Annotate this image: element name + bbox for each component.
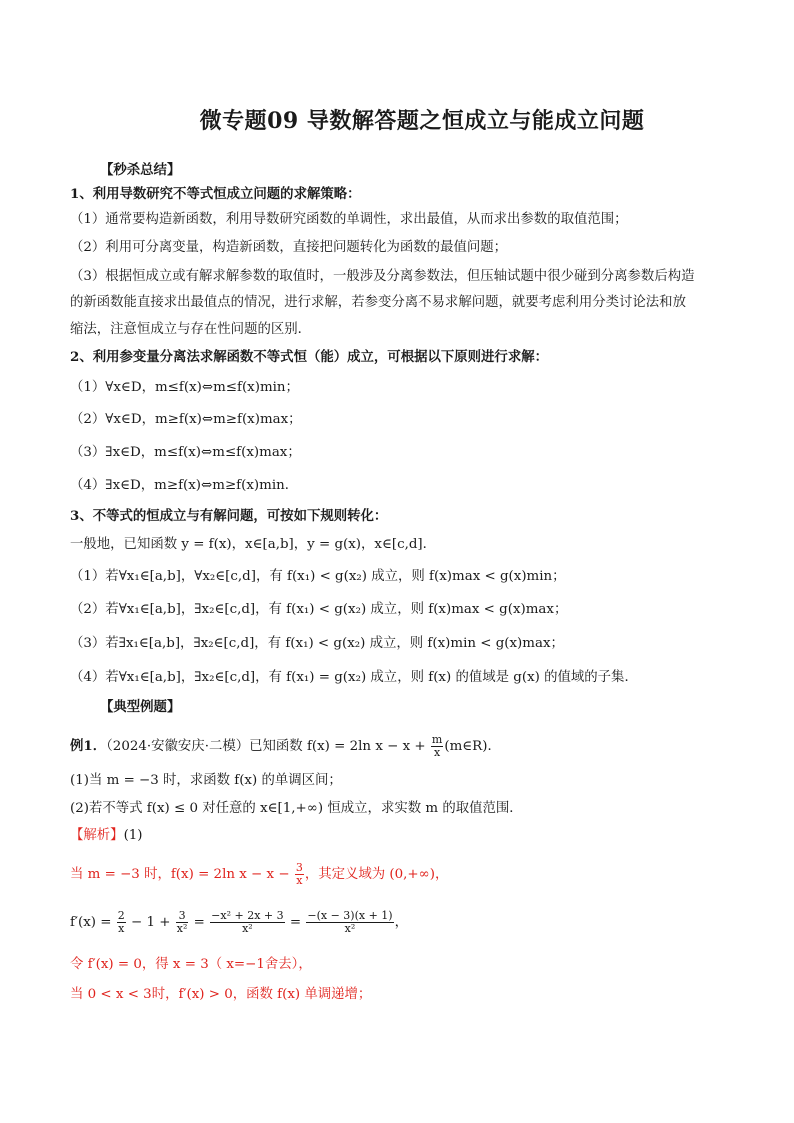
heading-2: 2、利用参变量分离法求解函数不等式恒（能）成立，可根据以下原则进行求解： (70, 349, 548, 365)
example-fraction: $\frac{m}{x}$ (431, 733, 443, 759)
condition-4: （4）若∀x₁∈[a,b]，∃x₂∈[c,d]，有 f(x₁) = g(x₂) 成立，则 f(x) 的值域是 g(x) 的值域的子集． (70, 670, 638, 685)
paragraph-1-2: （2）利用可分离变量，构造新函数，直接把问题转化为函数的最值问题； (70, 240, 508, 255)
question-2: (2)若不等式 f(x) ≤ 0 对任意的 x∈[1,+∞) 恒成立，求实数 m 的取值范围． (70, 801, 523, 816)
paragraph-1-3a: （3）根据恒成立或有解求解参数的取值时，一般涉及分离参数法，但压轴试题中很少碰到分离参数后构造 (70, 269, 695, 284)
solution-label: 【解析】 (70, 828, 124, 843)
example-label: 例1． (70, 738, 107, 754)
rule-2: （2）∀x∈D，m≥f(x)⇔m≥f(x)max； (70, 412, 302, 427)
solution-step-3: 令 f′(x) = 0，得 x = 3（ x=−1舍去）， (70, 957, 312, 972)
rule-4: （4）∃x∈D，m≥f(x)⇔m≥f(x)min． (70, 478, 299, 493)
solution-step-2-derivative: f′(x) = $\frac{2}{x}$ − 1 + $\frac{3}{\text{x²}}$ = $\frac{\text{−x² + 2x + 3}}{\text{x²}}$ = $\frac{-(x - 3)(x + 1)}{\text{x²}}$ ， (70, 909, 408, 935)
heading-3: 3、不等式的恒成立与有解问题，可按如下规则转化： (70, 508, 388, 524)
general-statement: 一般地，已知函数 y = f(x)，x∈[a,b]，y = g(x)，x∈[c,d]． (70, 537, 437, 552)
condition-3: （3）若∃x₁∈[a,b]，∃x₂∈[c,d]，有 f(x₁) < g(x₂) 成立，则 f(x)min < g(x)max； (70, 636, 564, 651)
solution-heading (70, 826, 726, 846)
example-tail: (m∈R)． (444, 739, 501, 754)
solution-step-1: 当 m = −3 时，f(x) = 2ln x − x − $\frac{3}{x}$ ，其定义域为 (0,+∞)， (70, 861, 449, 887)
rule-3: （3）∃x∈D，m≤f(x)⇔m≤f(x)max； (70, 445, 301, 460)
section-examples-heading: 【典型例题】 (100, 699, 181, 715)
heading-1: 1、利用导数研究不等式恒成立问题的求解策略： (70, 186, 361, 202)
section-summary-heading: 【秒杀总结】 (100, 162, 181, 178)
page-title: 微专题09 导数解答题之恒成立与能成立问题 (199, 108, 645, 134)
example-source: （2024·安徽安庆·二模）已知函数 f(x) = 2ln x − x + (106, 739, 426, 754)
question-1: (1)当 m = −3 时，求函数 f(x) 的单调区间； (70, 773, 342, 788)
example-1-statement (70, 734, 726, 759)
condition-1: （1）若∀x₁∈[a,b]，∀x₂∈[c,d]，有 f(x₁) < g(x₂) 成立，则 f(x)max < g(x)min； (70, 569, 566, 584)
paragraph-1-3c: 缩法，注意恒成立与存在性问题的区别． (70, 322, 312, 337)
solution-step-4: 当 0 < x < 3时，f′(x) > 0，函数 f(x) 单调递增； (70, 987, 372, 1002)
condition-2: （2）若∀x₁∈[a,b]，∃x₂∈[c,d]，有 f(x₁) < g(x₂) 成立，则 f(x)max < g(x)max； (70, 602, 568, 617)
paragraph-1-1: （1）通常要构造新函数，利用导数研究函数的单调性，求出最值，从而求出参数的取值范围； (70, 212, 628, 227)
rule-1: （1）∀x∈D，m≤f(x)⇔m≤f(x)min； (70, 380, 299, 395)
paragraph-1-3b: 的新函数能直接求出最值点的情况，进行求解，若参变分离不易求解问题，就要考虑利用分类讨论法和放 (70, 295, 686, 310)
solution-part: (1) (123, 828, 143, 843)
